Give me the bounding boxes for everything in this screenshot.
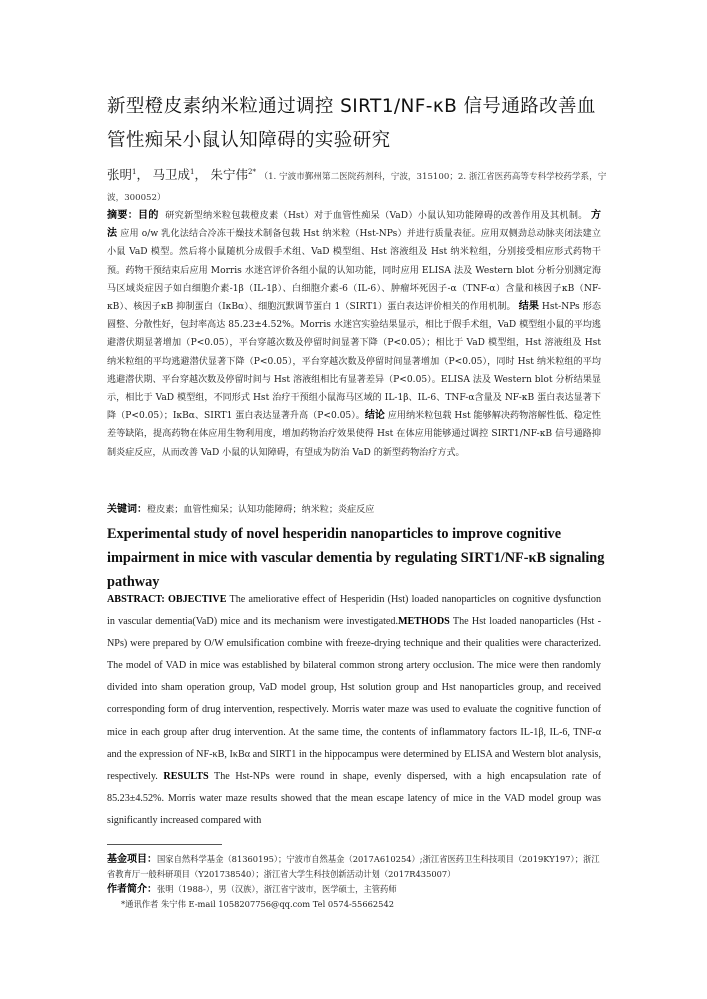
author-block	[107, 162, 607, 208]
result-label-cn: 结果	[518, 301, 539, 313]
author-zhang: 张明$^1$	[107, 167, 137, 183]
funding-text: 国家自然科学基金（81360195）；宁波市自然基金（2017A610254）;浙江省医药卫生科技项目（2019KY197）；浙江省教育厅一般科研项目（Y201738540）；浙江省大学生科技创新活动计划（2017R435007）	[107, 854, 600, 879]
english-title: Experimental study of novel hesperidin nanoparticles to improve cognitive impairment in mice with vascular dementia by regulating SIRT1/NF-κB signaling pathway	[107, 526, 605, 590]
chinese-title-line-1: 新型橙皮素纳米粒通过调控 SIRT1/NF-κB 信号通路改善血	[107, 96, 596, 117]
method-text-cn: 应用 o/w 乳化法结合冷冻干燥技术制备包载 Hst 纳米粒（Hst-NPs）并进行质量表征。应用双侧劲总动脉夹闭法建立小鼠 VaD 模型。然后将小鼠随机分成假手术组、VaD 模型组、Hst 溶液组及 Hst 纳米粒组，分别接受相应形式药物干预。药物干预结束后应用 Morris 水迷宫评价各组小鼠的认知功能，同时应用 ELISA 法及 Western blot 分析分别测定海马区域炎症因子如白细胞介素-1β（IL-1β）、白细胞介素-6（IL-6）、肿瘤坏死因子-α（TNF-α）含量和核因子κB（NF-κB）、核因子κB 抑制蛋白（IκBα）、细胞沉默调节蛋白 1（SIRT1）蛋白表达评价相关的作用机制。	[107, 229, 601, 313]
results-label-en: RESULTS	[163, 770, 209, 782]
funding-label: 基金项目：	[107, 854, 157, 865]
author-separator: ，	[136, 167, 149, 183]
method-label-cn: 方法	[107, 210, 601, 240]
objective-text-cn: 研究新型纳米粒包载橙皮素（Hst）对于血管性痴呆（VaD）小鼠认知功能障碍的改善作用及其机制。	[165, 211, 588, 221]
funding-note	[107, 852, 601, 882]
english-abstract	[107, 589, 601, 832]
author-bio-label: 作者简介：	[107, 884, 157, 895]
author-affiliations: （1. 宁波市鄞州第二医院药剂科，宁波，315100；2. 浙江省医药高等专科学校药学系，宁波，300052）	[107, 172, 607, 204]
objective-text-en: The ameliorative effect of Hesperidin (Hst) loaded nanoparticles on cognitive dysfunction in vascular dementia(VaD) mice and its mechanism were investigated.	[107, 594, 602, 628]
chinese-keywords	[107, 501, 601, 519]
author-separator: ，	[194, 167, 207, 183]
chinese-title	[107, 90, 607, 158]
keywords-label-cn: 关键词：	[107, 504, 147, 515]
author-bio-note	[107, 882, 601, 897]
result-text-cn: Hst-NPs 形态圆整、分散性好，包封率高达 85.23±4.52%。Morris 水迷宫实验结果显示，相比于假手术组，VaD 模型组小鼠的平均逃避潜伏期显著增加（P<0.05），平台穿越次数及停留时间显著下降（P<0.05）；相比于 VaD 模型组，Hst 溶液组及 Hst 纳米粒组的平均逃避潜伏显著下降（P<0.05），平台穿越次数及停留时间显著增加（P<0.05），同时 Hst 纳米粒组的平均逃避潜伏期、平台穿越次数及停留时间与 Hst 溶液组相比有显著差异（P<0.05）。ELISA 法及 Western blot 分析结果显示，相比于 VaD 模型组，不同形式 Hst 治疗干预组小鼠海马区域的 IL-1β、IL-6、TNF-α含量及 NF-κB 蛋白表达显著下降（P<0.05）；IκBα、SIRT1 蛋白表达显著升高（P<0.05）。	[107, 302, 601, 422]
footnotes	[107, 852, 601, 912]
results-text-en: The Hst-NPs were round in shape, evenly dispersed, with a high encapsulation rate of 85.23±4.52%. Morris water maze results showed that the mean escape latency of mice in the VAD model group was significantly increased compared with	[107, 770, 601, 826]
author-ma: 马卫成$^1$	[152, 167, 195, 183]
author-zhu: 朱宁伟$^{2*}$	[210, 167, 256, 183]
chinese-abstract	[107, 207, 601, 462]
conclusion-label-cn: 结论	[364, 410, 385, 422]
chinese-title-line-2: 管性痴呆小鼠认知障碍的实验研究	[107, 130, 391, 151]
footnote-divider	[107, 844, 222, 845]
methods-text-en: The Hst loaded nanoparticles (Hst - NPs) were prepared by O/W emulsification combine with freeze-drying technique and their qualities were characterized. The model of VAD in mice was established by bilateral common strong artery occlusion. The mice were then randomly divided into sham operation group, VaD model group, Hst solution group and Hst nanoparticles group, and received corresponding form of drug intervention, respectively. Morris water maze was used to evaluate the cognitive function of mice in each group after drug intervention. At the same time, the contents of inflammatory factors IL-1β, IL-6, TNF-α and the expression of NF-κB, IκBα and SIRT1 in the hippocampus were determined by ELISA and Western blot analysis, respectively.	[107, 616, 601, 782]
abstract-label-cn: 摘要：	[107, 210, 139, 221]
objective-label-en: OBJECTIVE	[167, 594, 227, 605]
author-bio-text: 张明（1988-），男（汉族），浙江省宁波市，医学硕士，主管药师	[157, 884, 397, 894]
conclusion-text-cn: 应用纳米粒包载 Hst 能够解决药物溶解性低、稳定性差等缺陷，提高药物在体应用生物利用度，增加药物治疗效果使得 Hst 在体应用能够通过调控 SIRT1/NF-κB 信号通路抑制炎症反应，从而改善 VaD 小鼠的认知障碍，有望成为防治 VaD 的新型药物治疗方式。	[107, 411, 601, 458]
methods-label-en: METHODS	[398, 616, 450, 628]
keywords-text-cn: 橙皮素；血管性痴呆；认知功能障碍；纳米粒；炎症反应	[147, 505, 375, 515]
objective-label-cn: 目的	[138, 210, 159, 221]
abstract-label-en: ABSTRACT:	[107, 594, 165, 605]
corresponding-author-note: *通讯作者 朱宁伟 E-mail 1058207756@qq.com Tel 0574-55662542	[121, 899, 395, 909]
